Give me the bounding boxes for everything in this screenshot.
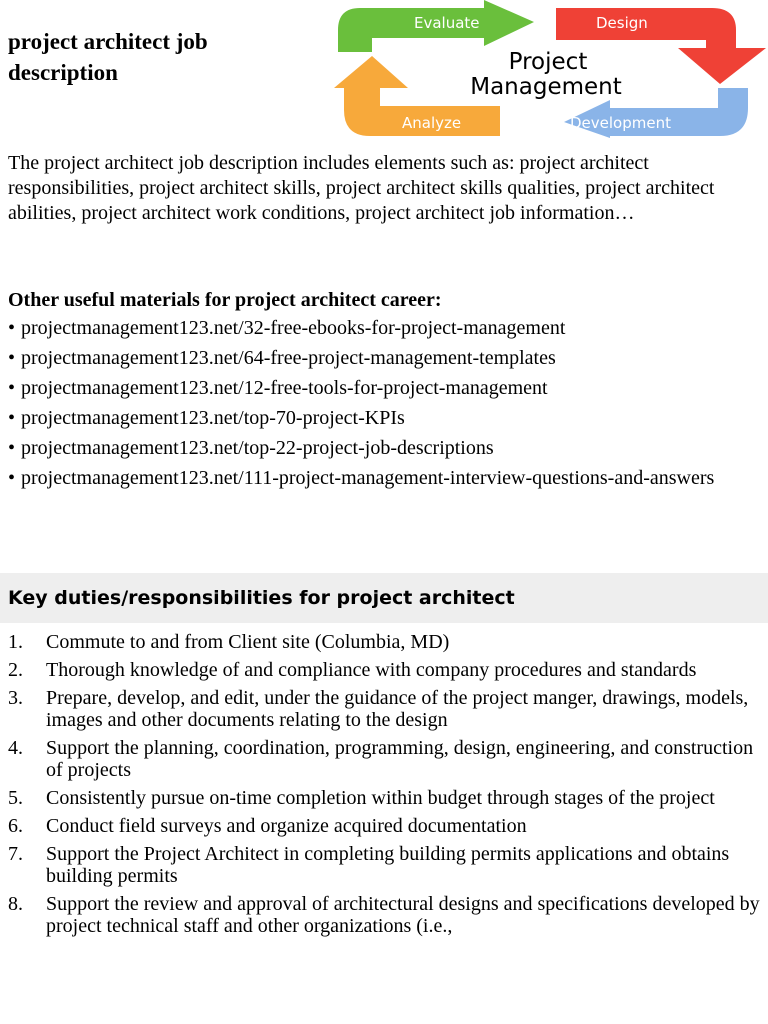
item-text: Support the review and approval of architectural designs and specifications developed by project technical staff and other organizations (i.e., <box>46 893 760 937</box>
list-item <box>8 347 764 369</box>
page-title: project architect job description <box>8 29 208 85</box>
list-item <box>8 377 764 399</box>
list-item <box>8 815 760 837</box>
item-number: 5. <box>8 787 23 809</box>
item-text: Support the planning, coordination, programming, design, engineering, and construction of projects <box>46 737 754 781</box>
list-item <box>8 467 764 489</box>
list-item <box>8 437 764 459</box>
item-text: Commute to and from Client site (Columbia, MD) <box>46 631 450 653</box>
item-text: Support the Project Architect in completing building permits applications and obtains building permits <box>46 843 730 887</box>
list-item <box>8 843 760 887</box>
design-arrow <box>556 8 766 84</box>
intro-paragraph: The project architect job description includes elements such as: project architect responsibilities, project architect skills, project architect skills qualities, project architect abilities, project architect work conditions, project architect job information… <box>8 152 715 224</box>
material-link: projectmanagement123.net/111-project-management-interview-questions-and-answers <box>21 467 715 489</box>
item-text: Consistently pursue on-time completion within budget through stages of the project <box>46 787 715 809</box>
design-label: Design <box>596 14 648 32</box>
evaluate-label: Evaluate <box>414 14 480 32</box>
bullet-icon: • <box>8 317 16 339</box>
item-number: 7. <box>8 843 23 865</box>
bullet-icon: • <box>8 407 16 429</box>
materials-section <box>8 288 764 497</box>
duties-heading-band <box>0 573 768 623</box>
material-link: projectmanagement123.net/32-free-ebooks-for-project-management <box>21 317 566 339</box>
list-item <box>8 787 760 809</box>
materials-heading: Other useful materials for project architect career: <box>8 289 442 311</box>
material-link: projectmanagement123.net/top-70-project-KPIs <box>21 407 405 429</box>
bullet-icon: • <box>8 437 16 459</box>
list-item <box>8 687 760 731</box>
item-number: 6. <box>8 815 23 837</box>
diagram-center-line2: Management <box>470 74 622 100</box>
item-number: 4. <box>8 737 23 759</box>
material-link: projectmanagement123.net/top-22-project-job-descriptions <box>21 437 494 459</box>
item-number: 2. <box>8 659 23 681</box>
bullet-icon: • <box>8 347 16 369</box>
list-item <box>8 737 760 781</box>
list-item <box>8 659 760 681</box>
bullet-icon: • <box>8 467 16 489</box>
material-link: projectmanagement123.net/12-free-tools-for-project-management <box>21 377 548 399</box>
development-label: Development <box>570 114 671 132</box>
item-number: 8. <box>8 893 23 915</box>
materials-list <box>8 317 764 489</box>
item-number: 1. <box>8 631 23 653</box>
item-text: Conduct field surveys and organize acquired documentation <box>46 815 527 837</box>
list-item <box>8 631 760 653</box>
material-link: projectmanagement123.net/64-free-project-management-templates <box>21 347 556 369</box>
item-number: 3. <box>8 687 23 709</box>
bullet-icon: • <box>8 377 16 399</box>
project-management-cycle-diagram <box>334 0 768 138</box>
list-item <box>8 317 764 339</box>
list-item <box>8 407 764 429</box>
list-item <box>8 893 760 937</box>
duties-heading: Key duties/responsibilities for project architect <box>8 587 515 609</box>
duties-list <box>8 631 760 943</box>
analyze-label: Analyze <box>402 114 462 132</box>
item-text: Thorough knowledge of and compliance with company procedures and standards <box>46 659 697 681</box>
item-text: Prepare, develop, and edit, under the guidance of the project manger, drawings, models, images and other documents relating to the design <box>46 687 749 731</box>
diagram-center-line1: Project <box>508 49 588 75</box>
